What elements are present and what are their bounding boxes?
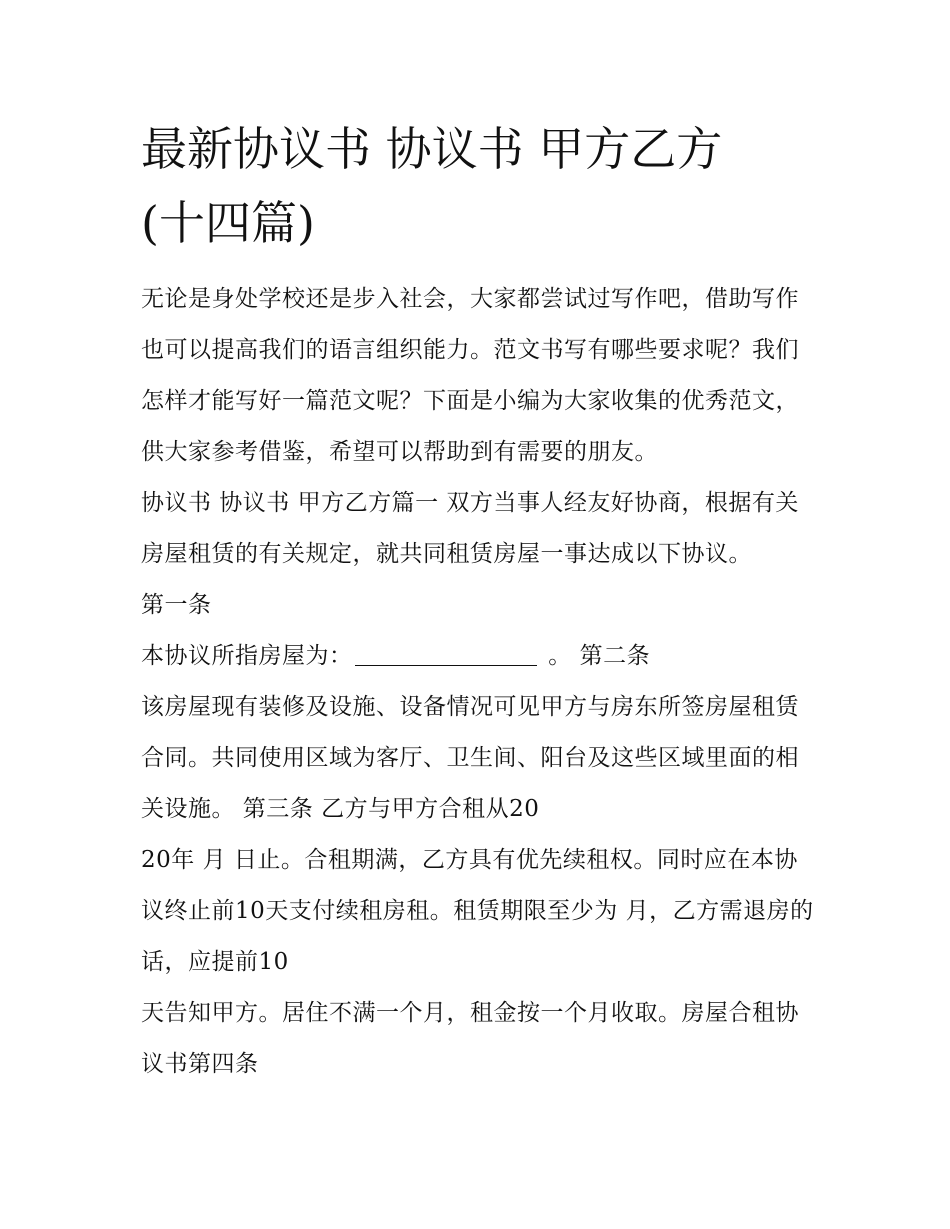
term-paragraph: 20年 月 日止。合租期满，乙方具有优先续租权。同时应在本协议终止前10天支付续租房租。租赁期限至少为 月，乙方需退房的话，应提前10 bbox=[141, 847, 814, 975]
document-title bbox=[141, 112, 821, 260]
intro-paragraph: 无论是身处学校还是步入社会，大家都尝试过写作吧，借助写作也可以提高我们的语言组织能力。范文书写有哪些要求呢？我们怎样才能写好一篇范文呢？下面是小编为大家收集的优秀范文，供大家参考借鉴，希望可以帮助到有需要的朋友。 bbox=[141, 286, 799, 465]
notice-paragraph: 天告知甲方。居住不满一个月，租金按一个月收取。房屋合租协议书第四条 bbox=[141, 1000, 799, 1077]
clause-1-heading: 第一条 bbox=[141, 592, 212, 618]
facilities-paragraph: 该房屋现有装修及设施、设备情况可见甲方与房东所签房屋租赁合同。共同使用区域为客厅、卫生间、阳台及这些区域里面的相关设施。 第三条 乙方与甲方合租从20 bbox=[141, 694, 799, 822]
clause-1-text-after: 。 第二条 bbox=[540, 643, 651, 669]
clause-1-paragraph bbox=[141, 631, 821, 682]
document-body bbox=[141, 112, 821, 1090]
title-line-2: (十四篇) bbox=[141, 196, 315, 250]
fill-in-blank-line bbox=[355, 643, 537, 666]
opening-paragraph: 协议书 协议书 甲方乙方篇一 双方当事人经友好协商，根据有关房屋租赁的有关规定，就共同租赁房屋一事达成以下协议。 bbox=[141, 490, 799, 567]
title-line-1: 最新协议书 协议书 甲方乙方 bbox=[141, 122, 723, 176]
clause-1-text-before: 本协议所指房屋为： bbox=[141, 643, 353, 669]
